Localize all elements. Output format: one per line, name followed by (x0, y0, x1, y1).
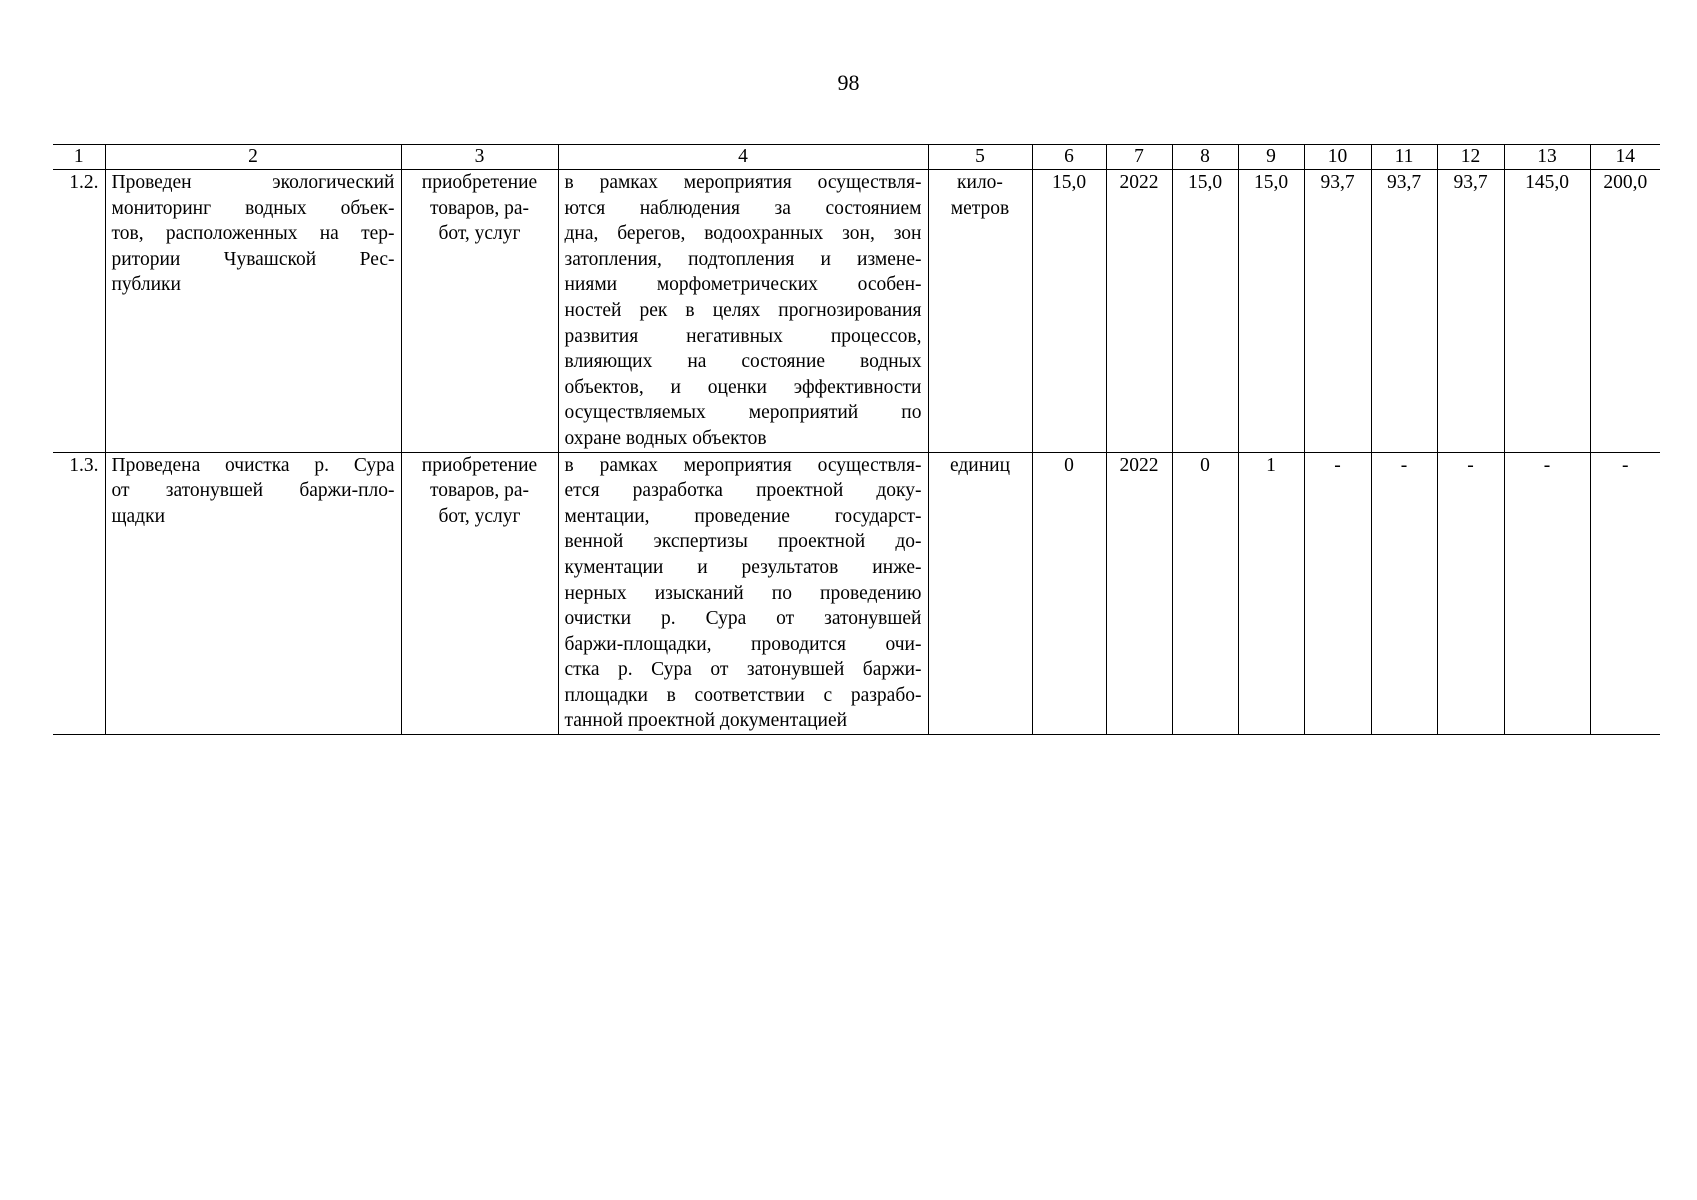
column-header: 6 (1032, 145, 1106, 170)
column-header: 8 (1172, 145, 1238, 170)
description-line: развития негативных процессов, (564, 325, 922, 347)
result-line: ритории Чувашской Рес- (111, 248, 395, 270)
year-cell: 2022 (1106, 170, 1172, 453)
value-cell: - (1304, 452, 1371, 735)
value-cell: - (1371, 452, 1437, 735)
description-line: дна, берегов, водоохранных зон, зон (564, 223, 922, 245)
description-line: влияющих на состояние водных (564, 351, 922, 373)
description-line: площадки в соответствии с разрабо- (564, 684, 922, 706)
value-cell: 15,0 (1032, 170, 1106, 453)
column-header: 14 (1590, 145, 1660, 170)
result-cell (105, 170, 401, 453)
description-cell (558, 452, 928, 735)
description-line: ется разработка проектной доку- (564, 480, 922, 502)
column-header: 5 (928, 145, 1032, 170)
result-cell (105, 452, 401, 735)
unit-cell (928, 452, 1032, 735)
description-line: ментации, проведение государст- (564, 505, 922, 527)
result-line: от затонувшей баржи-пло- (111, 480, 395, 502)
table-row (53, 170, 1660, 453)
type-line: товаров, ра- (430, 480, 529, 502)
column-header: 13 (1504, 145, 1590, 170)
value-cell: 200,0 (1590, 170, 1660, 453)
column-header: 4 (558, 145, 928, 170)
value-cell: 93,7 (1437, 170, 1504, 453)
value-cell: - (1437, 452, 1504, 735)
result-line: тов, расположенных на тер- (111, 223, 395, 245)
table-row (53, 452, 1660, 735)
value-cell: 145,0 (1504, 170, 1590, 453)
type-line: бот, услуг (438, 223, 521, 245)
type-cell (401, 170, 558, 453)
column-header: 7 (1106, 145, 1172, 170)
unit-line: единиц (949, 454, 1011, 476)
description-line: ются наблюдения за состоянием (564, 197, 922, 219)
row-number: 1.2. (53, 170, 105, 453)
value-cell: 93,7 (1304, 170, 1371, 453)
result-line: публики (111, 274, 181, 296)
description-line: затопления, подтопления и измене- (564, 248, 922, 270)
type-line: товаров, ра- (430, 197, 529, 219)
result-line: щадки (111, 505, 166, 527)
value-cell: 15,0 (1238, 170, 1304, 453)
row-number: 1.3. (53, 452, 105, 735)
column-header: 1 (53, 145, 105, 170)
column-header: 2 (105, 145, 401, 170)
description-line: осуществляемых мероприятий по (564, 402, 922, 424)
page-number: 98 (837, 70, 860, 95)
result-line: мониторинг водных объек- (111, 197, 395, 219)
value-cell: 1 (1238, 452, 1304, 735)
value-cell: 0 (1172, 452, 1238, 735)
description-line: ностей рек в целях прогнозирования (564, 299, 922, 321)
table-header-row (53, 145, 1660, 170)
description-line: ниями морфометрических особен- (564, 274, 922, 296)
result-line: Проведена очистка р. Сура (111, 454, 395, 476)
column-header: 9 (1238, 145, 1304, 170)
type-line: бот, услуг (438, 505, 521, 527)
description-line: нерных изысканий по проведению (564, 582, 922, 604)
value-cell: - (1504, 452, 1590, 735)
column-header: 12 (1437, 145, 1504, 170)
description-line: в рамках мероприятия осуществля- (564, 454, 922, 476)
value-cell: 93,7 (1371, 170, 1437, 453)
description-line: охране водных объектов (564, 427, 767, 449)
description-line: танной проектной документацией (564, 710, 848, 732)
value-cell: - (1590, 452, 1660, 735)
result-line: Проведен экологический (111, 172, 395, 193)
type-line: приобретение (421, 454, 538, 476)
description-line: баржи-площадки, проводится очи- (564, 633, 922, 655)
description-line: объектов, и оценки эффективности (564, 376, 922, 398)
description-line: в рамках мероприятия осуществля- (564, 172, 922, 193)
description-line: стка р. Сура от затонувшей баржи- (564, 659, 922, 681)
description-line: очистки р. Сура от затонувшей (564, 608, 922, 630)
unit-line: кило- (957, 172, 1003, 193)
column-header: 10 (1304, 145, 1371, 170)
description-line: венной экспертизы проектной до- (564, 531, 922, 553)
unit-cell (928, 170, 1032, 453)
year-cell: 2022 (1106, 452, 1172, 735)
description-cell (558, 170, 928, 453)
data-table (53, 144, 1660, 735)
unit-line: метров (950, 197, 1010, 219)
type-cell (401, 452, 558, 735)
type-line: приобретение (421, 172, 538, 193)
description-line: кументации и результатов инже- (564, 556, 922, 578)
column-header: 11 (1371, 145, 1437, 170)
column-header: 3 (401, 145, 558, 170)
value-cell: 0 (1032, 452, 1106, 735)
value-cell: 15,0 (1172, 170, 1238, 453)
